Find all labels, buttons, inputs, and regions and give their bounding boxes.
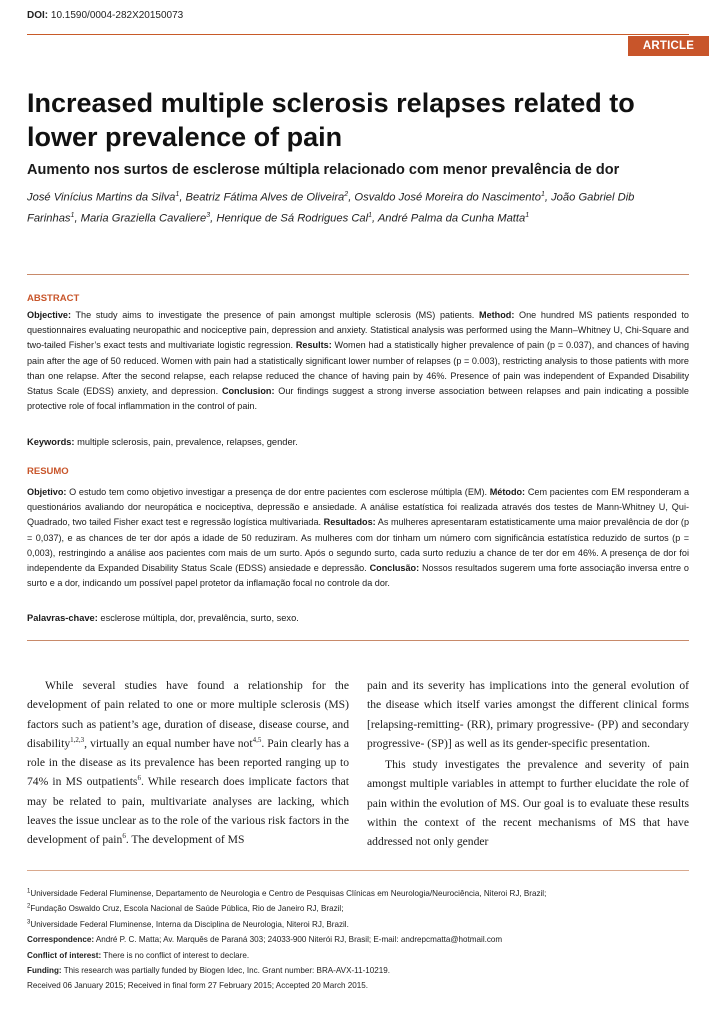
resumo-heading: RESUMO: [27, 466, 69, 477]
keywords-value: multiple sclerosis, pain, prevalence, relapses, gender.: [74, 437, 298, 447]
body-column-left: [27, 676, 349, 850]
citation-reference: 4,5: [252, 736, 262, 745]
author-affiliation-number: 1: [70, 211, 75, 219]
body-text: . While research does implicate factors that may be related to pain, multivariate analyses are lacking, which leaves the issue unclear as to the role of the various risk factors in the development of pain: [27, 775, 349, 847]
body-text: , virtually an equal number have not: [84, 736, 253, 750]
body-text: While several studies have found a relationship for the development of pain related to one or more multiple sclerosis (MS) factors such as patient’s age, duration of disease, disease course, and disability: [27, 679, 349, 750]
resumo-method: Cem pacientes com EM responderam a questionários avaliando dor neuropática e nociceptiva, depressão e ansiedade. A análise estatística foi realizada através dos testes de Mann-Whitney U, Qui-Quadrado, two tailed Fisher exact test e regressão logística multivariada.: [27, 487, 689, 528]
citation-reference: 6: [122, 832, 126, 841]
body-text: . Pain clearly has a role in the disease as its prevalence has been reported ranging up to 74% in MS outpatients: [27, 736, 349, 789]
affiliation-1: $^1$Universidade Federal Fluminense, Departamento de Neurologia e Centro de Pesquisas Clínicas em Neurologia/Neurociência, Niteroi RJ, Brazil;: [27, 888, 547, 898]
body-paragraph: pain and its severity has implications into the general evolution of the disease which itself varies amongst the different clinical forms [relapsing-remitting- (RR), primary progressive- (PP) and secondary progressive- (SP)] as well as its gender-specific presentation.: [367, 679, 689, 750]
body-column-right: [367, 676, 689, 852]
author-affiliation-number: 3: [206, 211, 211, 219]
abstract-keywords: [27, 437, 298, 447]
resumo-keywords: [27, 613, 299, 623]
article-title: Increased multiple sclerosis relapses related to lower prevalence of pain: [27, 88, 635, 152]
author-affiliation-number: 1: [368, 211, 373, 219]
body-paragraph: This study investigates the prevalence and severity of pain amongst multiple variables in attempt to further elucidate the role of pain within the evolution of MS. Our goal is to evaluate these results within the context of the recent mechanisms of MS that have addressed not only gender: [367, 758, 689, 849]
resumo-results-label: Resultados:: [323, 517, 376, 528]
body-text: . The development of MS: [125, 833, 245, 847]
abstract-method: One hundred MS patients responded to questionnaires evaluating neuropathic and nociceptive pain, depression and anxiety. Statistical analysis was performed using the Mann–Whitney U, Chi-Square and two-tailed Fisher’s exact tests and multivariate logistic regression.: [27, 310, 689, 351]
header-rule: [27, 34, 689, 35]
abstract-conclusion: Our findings suggest a strong inverse association between relapses and pain indicating a possible protective role of focal inflammation in the control of pain.: [27, 386, 689, 412]
keywords-label: Keywords:: [27, 437, 75, 447]
citation-reference: 6: [137, 774, 141, 783]
doi-value: 10.1590/0004-282X20150073: [48, 10, 184, 21]
doi: [27, 10, 183, 21]
author-name: Osvaldo José Moreira do Nascimento: [354, 191, 541, 204]
author-affiliation-number: 1: [175, 191, 180, 198]
footnote-rule: [27, 870, 689, 871]
author-name: Henrique de Sá Rodrigues Cal: [216, 212, 369, 225]
author-affiliation-number: 1: [525, 211, 530, 219]
author-affiliation-number: 1: [540, 191, 545, 198]
affiliation-3: $^3$Universidade Federal Fluminense, Interna da Disciplina de Neurologia, Niteroi RJ, Brazil.: [27, 919, 349, 929]
author-affiliation-number: 2: [344, 191, 349, 198]
citation-reference: 1,2,3: [70, 736, 85, 745]
resumo-objective: O estudo tem como objetivo investigar a presença de dor entre pacientes com esclerose múltipla (EM).: [66, 487, 490, 497]
doi-label: DOI:: [27, 10, 49, 21]
author-name: José Vinícius Martins da Silva: [27, 191, 176, 204]
section-rule: [27, 640, 689, 641]
abstract-method-label: Method:: [479, 310, 515, 320]
article-type-badge: ARTICLE: [628, 36, 709, 56]
author-name: Maria Graziella Cavaliere: [80, 212, 207, 225]
abstract-objective-label: Objective:: [27, 310, 71, 320]
correspondence: Correspondence: André P. C. Matta; Av. Marquês de Paraná 303; 24033-900 Niterói RJ, Brasil; E-mail: andrepcmatta@hotmail.com: [27, 935, 503, 945]
resumo-results: As mulheres apresentaram estatisticamente uma maior prevalência de dor (p = 0,037), e as chances de ter dor após a idade de 50 reduziram. As mulheres com dor tinham um número com significância estatística reduzido de surtos (p = 0,003), restringindo a análise aos pacientes com mais de um surto. Após o segundo surto, cada surto reduziu a chance de ter dor em 46%. A presença de dor foi independente da Expanded Disability Status Scale (EDSS) ansiedade e depressão.: [27, 517, 689, 574]
abstract-heading: ABSTRACT: [27, 293, 80, 304]
resumo-objective-label: Objetivo:: [27, 487, 67, 497]
author-name: Beatriz Fátima Alves de Oliveira: [185, 191, 345, 204]
section-rule: [27, 274, 689, 275]
abstract-results-label: Results:: [295, 340, 332, 351]
resumo-conclusion-label: Conclusão:: [369, 563, 420, 574]
abstract-results: Women had a statistically higher prevalence of pain (p = 0.037), and chances of having pain after the age of 50 reduced. Women with pain had a statistically significant lower number of relapses (p = 0.003), restricting analysis to those patients with more than one relapse. After the second relapse, each relapse reduced the chance of having pain by 46%. Presence of pain was independent of Expanded Disability Status Scale (EDSS) anxiety, and depression.: [27, 340, 689, 397]
footnotes: [27, 886, 697, 994]
funding: Funding: This research was partially funded by Biogen Idec, Inc. Grant number: BRA-AVX-11-10219.: [27, 966, 391, 976]
abstract-conclusion-label: Conclusion:: [221, 386, 275, 397]
palavras-chave-label: Palavras-chave:: [27, 613, 98, 623]
affiliation-2: $^2$Fundação Oswaldo Cruz, Escola Nacional de Saúde Pública, Rio de Janeiro RJ, Brazil;: [27, 903, 344, 914]
palavras-chave-value: esclerose múltipla, dor, prevalência, surto, sexo.: [97, 613, 299, 623]
abstract-body: [27, 308, 689, 414]
received-dates: Received 06 January 2015; Received in final form 27 February 2015; Accepted 20 March 2015.: [27, 981, 369, 991]
resumo-body: [27, 485, 689, 591]
conflict-of-interest: Conflict of interest: There is no conflict of interest to declare.: [27, 950, 250, 960]
resumo-conclusion: Nossos resultados sugerem uma forte associação inversa entre o surto e a dor, indicando um possível papel protetor da inflamação focal no controle da dor.: [27, 563, 689, 589]
author-name: João Gabriel Dib Farinhas: [27, 191, 635, 225]
abstract-objective: The study aims to investigate the presence of pain amongst multiple sclerosis (MS) patients.: [70, 310, 479, 320]
body-paragraph: [27, 676, 349, 850]
author-list: José Vinícius Martins da Silva$^1$, Beatriz Fátima Alves de Oliveira$^2$, Osvaldo José Moreira do Nascimento$^1$, João Gabriel Dib Farinhas$^1$, Maria Graziella Cavaliere$^3$, Henrique de Sá Rodrigues Cal$^1$, André Palma da Cunha Matta$^1$: [27, 191, 635, 225]
author-name: André Palma da Cunha Matta: [377, 212, 526, 225]
article-subtitle: Aumento nos surtos de esclerose múltipla relacionado com menor prevalência de dor: [27, 162, 620, 178]
resumo-method-label: Método:: [489, 487, 526, 497]
